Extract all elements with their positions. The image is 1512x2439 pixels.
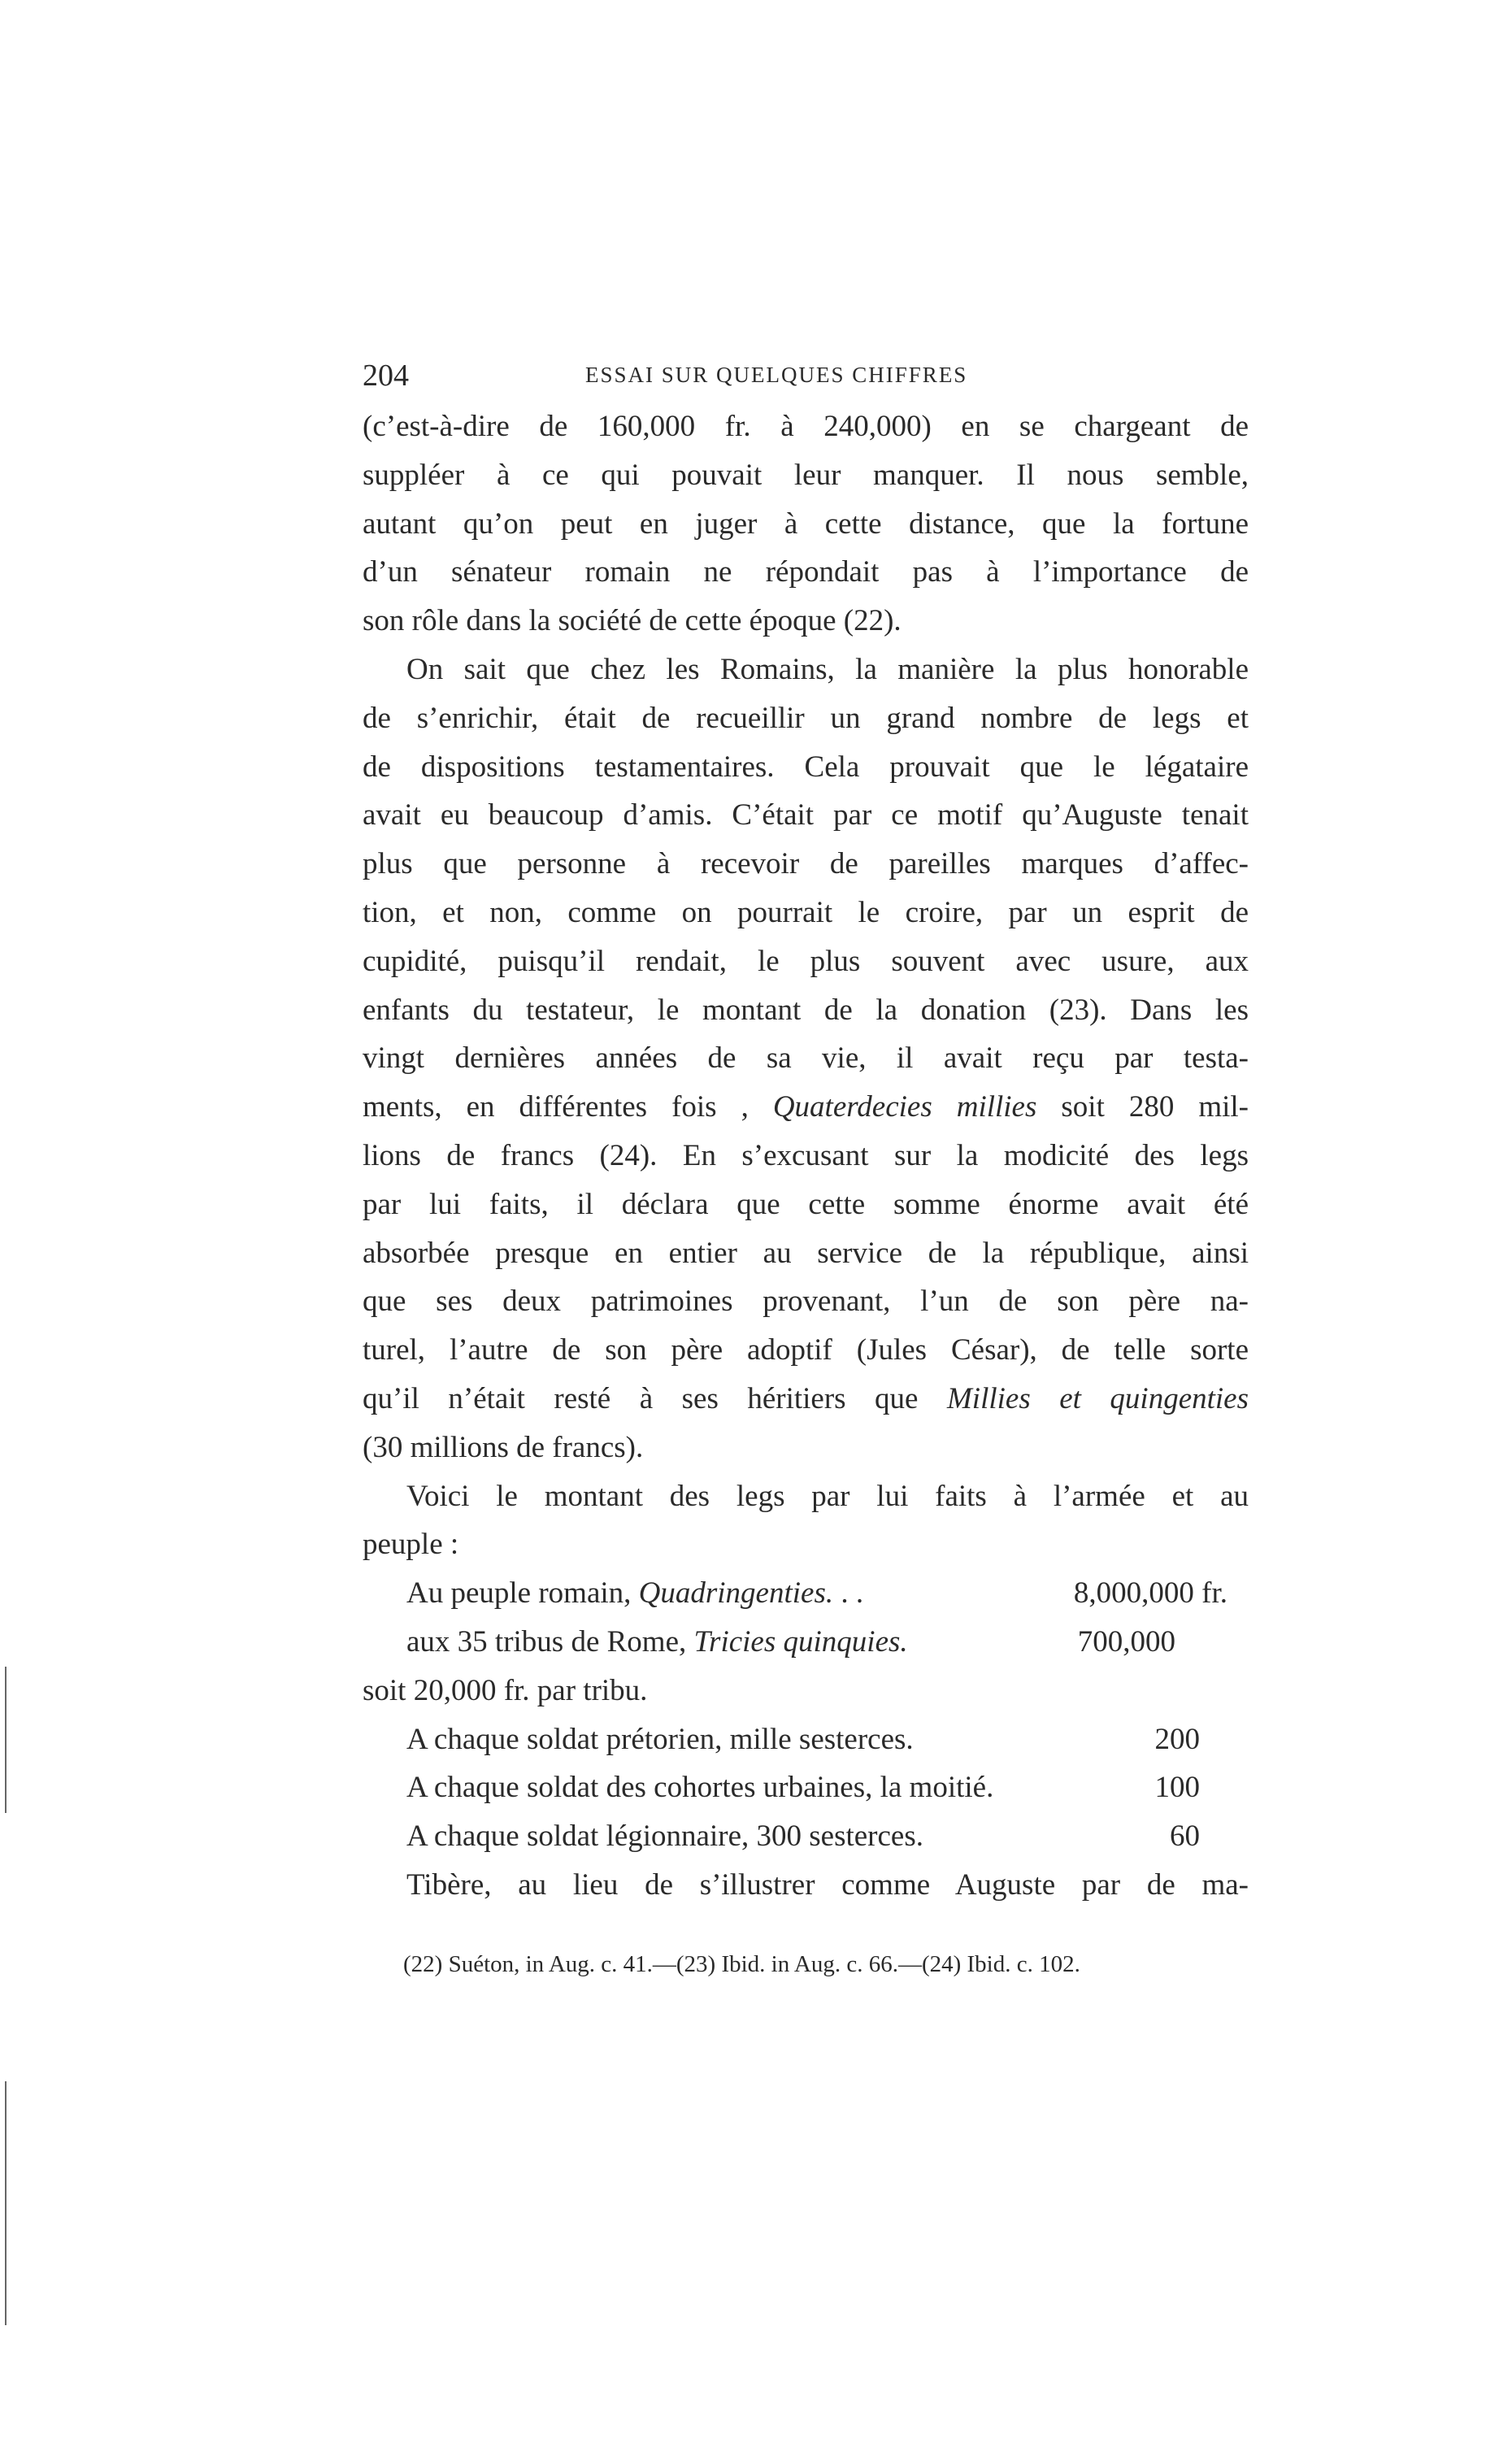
text-run: soit 280 mil- bbox=[1036, 1090, 1249, 1124]
text-line: suppléer à ce qui pouvait leur manquer. Il nous semble, bbox=[363, 458, 1249, 492]
running-title: ESSAI SUR QUELQUES CHIFFRES bbox=[585, 363, 968, 387]
legacy-note: soit 20,000 fr. par tribu. bbox=[363, 1673, 648, 1707]
legacy-row bbox=[363, 1812, 1249, 1861]
legacy-row bbox=[363, 1569, 1249, 1618]
text-line bbox=[363, 1375, 1249, 1424]
text-line: Voici le montant des legs par lui faits à l’armée et au bbox=[406, 1479, 1249, 1513]
legacy-amount: 60 bbox=[1170, 1819, 1200, 1854]
latin-term: Tricies quinquies. bbox=[693, 1624, 908, 1659]
text-line: tion, et non, comme on pourrait le croire, par un esprit de bbox=[363, 895, 1249, 929]
legacy-amount: 700,000 bbox=[1077, 1624, 1175, 1659]
text-line: autant qu’on peut en juger à cette distance, que la fortune bbox=[363, 506, 1249, 541]
text-line: On sait que chez les Romains, la manière la plus honorable bbox=[406, 652, 1249, 686]
latin-term: Millies et quingenties bbox=[946, 1381, 1249, 1415]
text-line: d’un sénateur romain ne répondait pas à l’importance de bbox=[363, 555, 1249, 589]
legacy-amount: 200 bbox=[1154, 1722, 1200, 1756]
legacy-recipient: A chaque soldat prétorien, mille sesterces. bbox=[406, 1722, 914, 1756]
legacy-recipient: A chaque soldat légionnaire, 300 sesterces. bbox=[406, 1819, 923, 1854]
text-line: turel, l’autre de son père adoptif (Jules César), de telle sorte bbox=[363, 1333, 1249, 1367]
text-line: de dispositions testamentaires. Cela prouvait que le légataire bbox=[363, 750, 1249, 784]
latin-term: Quadringenties. bbox=[638, 1576, 834, 1611]
body-text bbox=[363, 402, 1249, 1910]
footnotes: (22) Suéton, in Aug. c. 41.—(23) Ibid. in Aug. c. 66.—(24) Ibid. c. 102. bbox=[403, 1951, 1080, 1977]
legacy-label bbox=[363, 1618, 908, 1667]
text-line: que ses deux patrimoines provenant, l’un de son père na- bbox=[363, 1285, 1249, 1319]
text-line: plus que personne à recevoir de pareilles marques d’affec- bbox=[363, 847, 1249, 881]
legacy-recipient: Au peuple romain, bbox=[406, 1576, 639, 1611]
text-line: (30 millions de francs). bbox=[363, 1430, 644, 1464]
page-header bbox=[363, 358, 1249, 398]
legacy-recipient: A chaque soldat des cohortes urbaines, la moitié. bbox=[406, 1771, 994, 1805]
text-line: vingt dernières années de sa vie, il avait reçu par testa- bbox=[363, 1041, 1249, 1076]
text-line: (c’est-à-dire de 160,000 fr. à 240,000) en se chargeant de bbox=[363, 410, 1249, 443]
text-line: lions de francs (24). En s’excusant sur la modicité des legs bbox=[363, 1138, 1249, 1172]
legacy-label bbox=[363, 1569, 863, 1618]
text-run: ments, en différentes fois , bbox=[363, 1090, 773, 1124]
legacy-row bbox=[363, 1667, 1249, 1715]
text-line: Tibère, au lieu de s’illustrer comme Auguste par de ma- bbox=[406, 1867, 1249, 1902]
legacy-row bbox=[363, 1618, 1249, 1667]
text-line: absorbée presque en entier au service de la république, ainsi bbox=[363, 1236, 1249, 1270]
leader-dots: . . bbox=[833, 1576, 864, 1611]
text-line: son rôle dans la société de cette époque (22). bbox=[363, 604, 902, 638]
scan-edge-mark bbox=[5, 2081, 7, 2325]
text-line: cupidité, puisqu’il rendait, le plus souvent avec usure, aux bbox=[363, 944, 1249, 978]
legacy-amount: 100 bbox=[1154, 1771, 1200, 1805]
text-line: de s’enrichir, était de recueillir un grand nombre de legs et bbox=[363, 701, 1249, 735]
legacy-row bbox=[363, 1715, 1249, 1764]
legacy-amount: 8,000,000 fr. bbox=[1073, 1576, 1227, 1611]
legacy-recipient: aux 35 tribus de Rome, bbox=[406, 1624, 694, 1659]
text-run: qu’il n’était resté à ses héritiers que bbox=[363, 1381, 947, 1415]
text-line bbox=[363, 1083, 1249, 1132]
legacy-row bbox=[363, 1763, 1249, 1812]
text-line: avait eu beaucoup d’amis. C’était par ce motif qu’Auguste tenait bbox=[363, 798, 1249, 833]
latin-term: Quaterdecies millies bbox=[772, 1090, 1037, 1124]
text-line: enfants du testateur, le montant de la donation (23). Dans les bbox=[363, 993, 1249, 1027]
page-number: 204 bbox=[363, 359, 409, 393]
scan-edge-mark bbox=[5, 1667, 7, 1813]
text-line: par lui faits, il déclara que cette somme énorme avait été bbox=[363, 1187, 1249, 1221]
text-line: peuple : bbox=[363, 1528, 459, 1562]
